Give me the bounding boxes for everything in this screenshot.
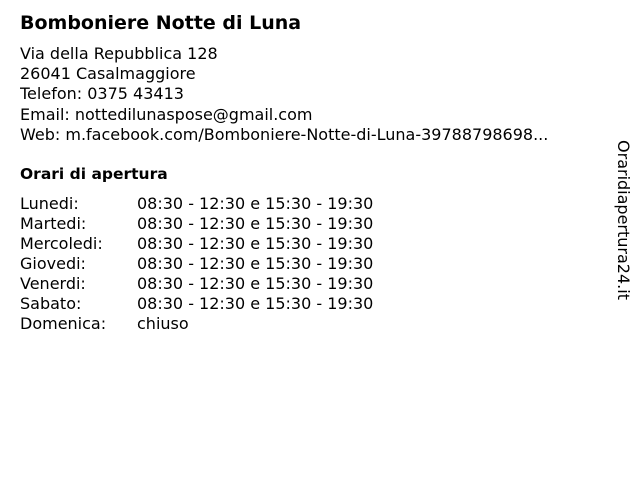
hours-time: 08:30 - 12:30 e 15:30 - 19:30 [137,194,374,213]
site-watermark-text: Oraridiapertura24.it [614,140,633,300]
hours-day: Sabato: [20,294,82,313]
hours-time: 08:30 - 12:30 e 15:30 - 19:30 [137,274,374,293]
opening-hours-heading: Orari di apertura [20,165,168,183]
address-city: 26041 Casalmaggiore [20,64,196,84]
business-contact-info [20,44,548,145]
hours-day: Venerdi: [20,274,86,293]
business-name: Bomboniere Notte di Luna [20,12,302,34]
hours-day: Mercoledi: [20,234,103,253]
hours-time: chiuso [137,314,189,333]
email-address: Email: nottedilunaspose@gmail.com [20,104,313,124]
hours-time: 08:30 - 12:30 e 15:30 - 19:30 [137,294,374,313]
address-street: Via della Repubblica 128 [20,44,218,63]
hours-day: Lunedi: [20,194,79,213]
hours-time: 08:30 - 12:30 e 15:30 - 19:30 [137,254,374,273]
website-url: Web: m.facebook.com/Bomboniere-Notte-di-Luna-39788798698... [20,124,549,144]
hours-day: Domenica: [20,314,107,333]
hours-time: 08:30 - 12:30 e 15:30 - 19:30 [137,214,374,233]
hours-time: 08:30 - 12:30 e 15:30 - 19:30 [137,234,374,253]
hours-day: Martedi: [20,214,87,233]
hours-day: Giovedi: [20,254,86,273]
phone-number: Telefon: 0375 43413 [20,84,184,104]
